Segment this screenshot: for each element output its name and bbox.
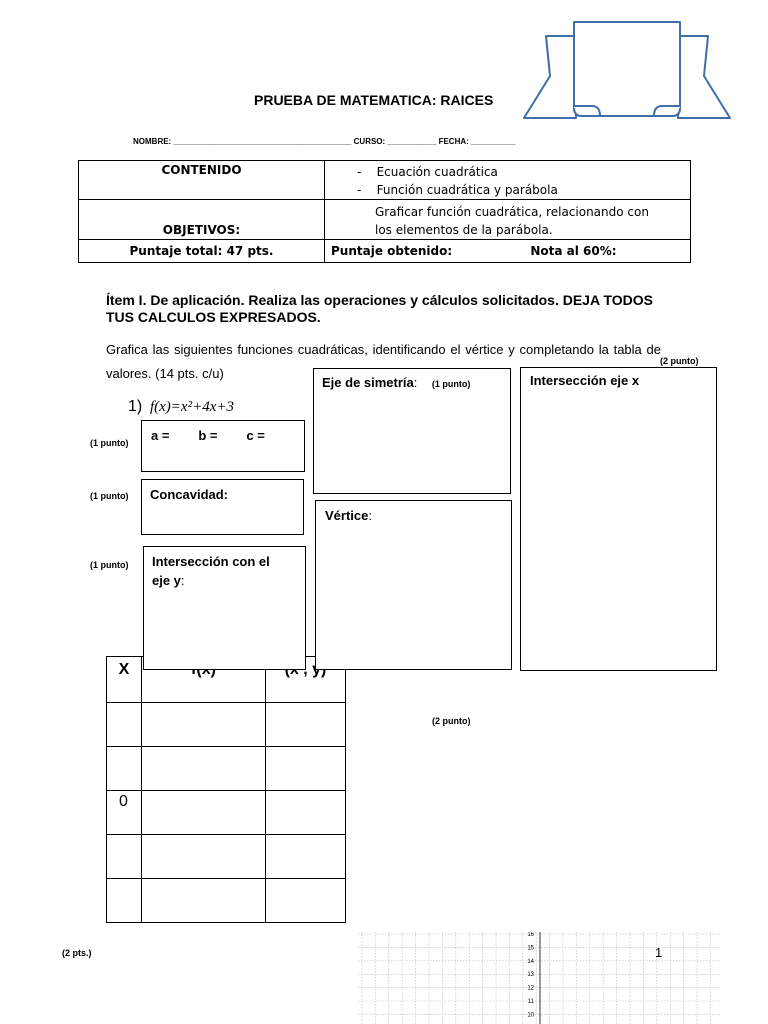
graph-paper[interactable]	[358, 932, 720, 1024]
page-number: 1	[655, 945, 663, 960]
y-tick-label: 11	[527, 999, 534, 1005]
interseccion-x-box[interactable]	[520, 367, 717, 671]
concavidad-label: Concavidad:	[150, 487, 229, 502]
interseccion-y-box[interactable]: Intersección con el eje y:	[143, 546, 306, 670]
nota: Nota al 60%:	[530, 244, 617, 258]
points-label: (1 punto)	[90, 491, 129, 501]
objetivos-label: OBJETIVOS:	[162, 223, 241, 237]
contenido-item: - Función cuadrática y parábola	[357, 183, 558, 197]
page-title: PRUEBA DE MATEMATICA: RAICES	[254, 92, 494, 108]
y-tick-label: 12	[527, 985, 534, 992]
table-row	[107, 835, 346, 879]
student-info-line: NOMBRE: ________________________________________ CURSO: ___________ FECHA: __________	[133, 137, 516, 146]
y-tick-label: 10	[527, 1012, 534, 1019]
table-row	[107, 747, 346, 791]
eje-simetria-label: Eje de simetría	[322, 375, 414, 390]
points-label: (2 punto)	[660, 356, 699, 366]
problem-number: 1)	[128, 398, 143, 415]
abc-label: a = b = c =	[151, 428, 265, 443]
instructions: Grafica las siguientes funciones cuadráticas, identificando el vértice y completando la tabla de valores. (14 pts. c/u)	[106, 342, 661, 381]
abc-box[interactable]	[141, 420, 305, 472]
points-label: (1 punto)	[90, 560, 129, 570]
y-tick-label: 15	[527, 945, 534, 952]
points-label: (2 punto)	[432, 716, 471, 726]
table-row: 0	[107, 791, 346, 835]
banner-decoration	[522, 18, 732, 124]
table-header-x: X	[118, 661, 130, 678]
y-tick-label: 16	[527, 932, 534, 938]
puntaje-obtenido: Puntaje obtenido:	[331, 244, 453, 258]
values-table	[106, 656, 346, 923]
y-tick-label: 13	[527, 972, 534, 979]
points-label: (2 pts.)	[62, 948, 92, 958]
info-table	[78, 160, 691, 263]
table-row	[107, 703, 346, 747]
function-expression: f(x)=x²+4x+3	[149, 399, 234, 415]
vertice-box[interactable]: Vértice:	[315, 500, 512, 670]
contenido-label: CONTENIDO	[161, 163, 242, 177]
points-label: (1 punto)	[431, 379, 471, 389]
puntaje-total: Puntaje total: 47 pts.	[129, 244, 274, 258]
interseccion-y-label-line1: Intersección con el	[152, 554, 270, 569]
interseccion-y-label-line2: eje y	[152, 573, 181, 588]
table-row	[107, 879, 346, 923]
points-label: (1 punto)	[90, 438, 129, 448]
contenido-item: - Ecuación cuadrática	[357, 165, 498, 179]
y-tick-label: 14	[527, 958, 534, 965]
concavidad-box[interactable]	[141, 479, 304, 535]
interseccion-x-label: Intersección eje x	[530, 373, 640, 388]
eje-simetria-box[interactable]: Eje de simetría: (1 punto)	[313, 368, 511, 494]
function-formula	[128, 398, 234, 416]
objetivos-text: Graficar función cuadrática, relacionando con los elementos de la parábola.	[375, 205, 649, 237]
vertice-label: Vértice	[325, 508, 369, 523]
item-title: Ítem I. De aplicación. Realiza las operaciones y cálculos solicitados. DEJA TODOS TUS CALCULOS EXPRESADOS.	[106, 292, 653, 325]
